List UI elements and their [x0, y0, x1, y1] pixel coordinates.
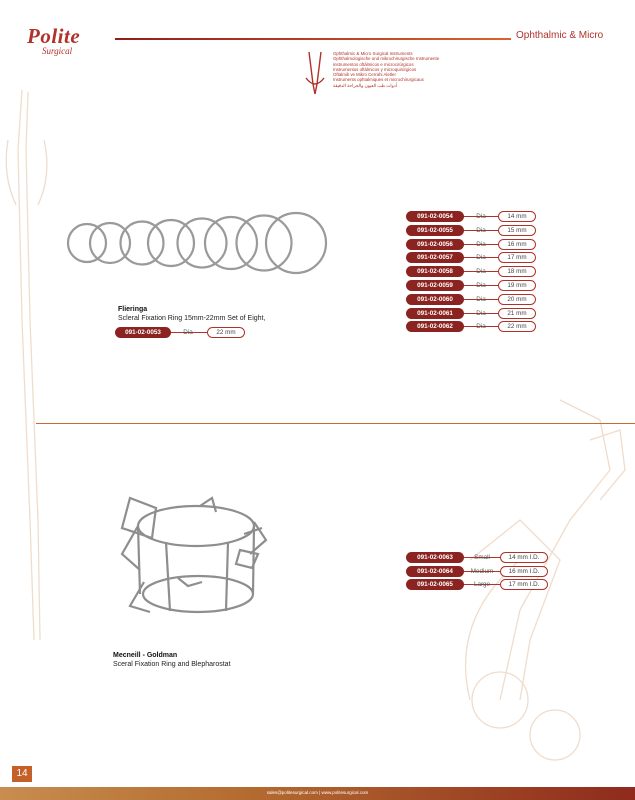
page-number: 14	[12, 766, 32, 782]
product-code: 091-02-0058	[406, 266, 464, 277]
product-label: Dia	[476, 240, 486, 248]
product-code: 091-02-0060	[406, 294, 464, 305]
section-title: Ophthalmic & Micro	[516, 30, 604, 41]
language-list	[333, 51, 439, 88]
product-code: 091-02-0053	[115, 327, 171, 338]
product-code: 091-02-0055	[406, 225, 464, 236]
header-rule	[115, 38, 511, 40]
variant-row	[406, 321, 538, 332]
language-line: Oftalmik ve Mikro Cerrahi Aletler	[333, 72, 396, 78]
language-line: instrumentos oftálmicos e microcirúrgicos	[333, 61, 414, 67]
mcneill-goldman-ring-image	[116, 494, 281, 624]
flieringa-rings-image	[66, 210, 332, 280]
product-size: 22 mm	[498, 321, 536, 332]
variant-row	[406, 566, 550, 577]
product-code: 091-02-0065	[406, 579, 464, 590]
variant-row	[406, 552, 550, 563]
product-size: 16 mm I.D.	[500, 566, 548, 577]
product-label: Dia	[476, 295, 486, 303]
product-code: 091-02-0056	[406, 239, 464, 250]
tweezer-icon	[303, 50, 327, 96]
variant-row	[406, 266, 538, 277]
product-name: Mecneill - Goldman	[113, 652, 178, 659]
product-row	[115, 327, 245, 338]
product-code: 091-02-0059	[406, 280, 464, 291]
product-label: Dia	[476, 282, 486, 289]
product-code: 091-02-0057	[406, 252, 464, 263]
product-label: Dia	[183, 329, 193, 336]
product-label: Dia	[476, 226, 486, 234]
language-line: Ophthalmologische und mikrochirurgische Instrumente	[333, 56, 440, 62]
product-code: 091-02-0063	[406, 552, 464, 563]
product-size: 15 mm	[498, 225, 536, 236]
footer-contact[interactable]: sales@politesurgical.com | www.politesurgical.com	[266, 790, 369, 795]
product-label: Small	[474, 554, 490, 561]
product-size: 17 mm I.D.	[500, 579, 548, 590]
product-description: Sceral Fixation Ring and Blepharostat	[113, 661, 231, 668]
variant-row	[406, 211, 538, 222]
product-size: 19 mm	[498, 280, 536, 291]
brand-logo	[27, 26, 80, 56]
product-label: Large	[473, 581, 491, 588]
language-line: Instruments ophtalmiques et microchirurgicaux	[333, 77, 424, 83]
language-line: Ophthalmic & Micro Surgical Instruments	[333, 51, 413, 56]
product-description: Scleral Fixation Ring 15mm-22mm Set of Eight,	[118, 315, 266, 322]
product-name: Flieringa	[118, 306, 148, 313]
product-code: 091-02-0054	[406, 211, 464, 222]
product-code: 091-02-0062	[406, 321, 464, 332]
brand-name: Polite	[27, 24, 81, 48]
variant-row	[406, 294, 538, 305]
language-line: أدوات طب العيون والجراحة الدقيقة	[333, 82, 397, 88]
product-label: Dia	[476, 309, 486, 317]
product-size: 16 mm	[498, 239, 536, 250]
product-label: Dia	[476, 254, 486, 262]
product-size: 18 mm	[498, 266, 536, 277]
variant-row	[406, 225, 538, 236]
variant-row	[406, 280, 538, 291]
variant-row	[406, 308, 538, 319]
brand-subtitle: Surgical	[42, 46, 73, 56]
variant-row	[406, 252, 538, 263]
language-line: Instrumentos oftálmicos y microquirúrgicos	[333, 66, 417, 72]
product-code: 091-02-0061	[406, 308, 464, 319]
variant-row	[406, 579, 550, 590]
product-size: 14 mm	[498, 211, 536, 222]
product-label: Dia	[476, 268, 486, 276]
product-size: 22 mm	[207, 327, 245, 338]
product-label: Medium	[470, 567, 494, 575]
product-size: 20 mm	[498, 294, 536, 305]
product-code: 091-02-0064	[406, 566, 464, 577]
product-size: 14 mm I.D.	[500, 552, 548, 563]
product-label: Dia	[476, 213, 486, 220]
product-size: 17 mm	[498, 252, 536, 263]
product-label: Dia	[476, 323, 486, 331]
variant-row	[406, 239, 538, 250]
product-size: 21 mm	[498, 308, 536, 319]
section-divider	[36, 423, 635, 424]
